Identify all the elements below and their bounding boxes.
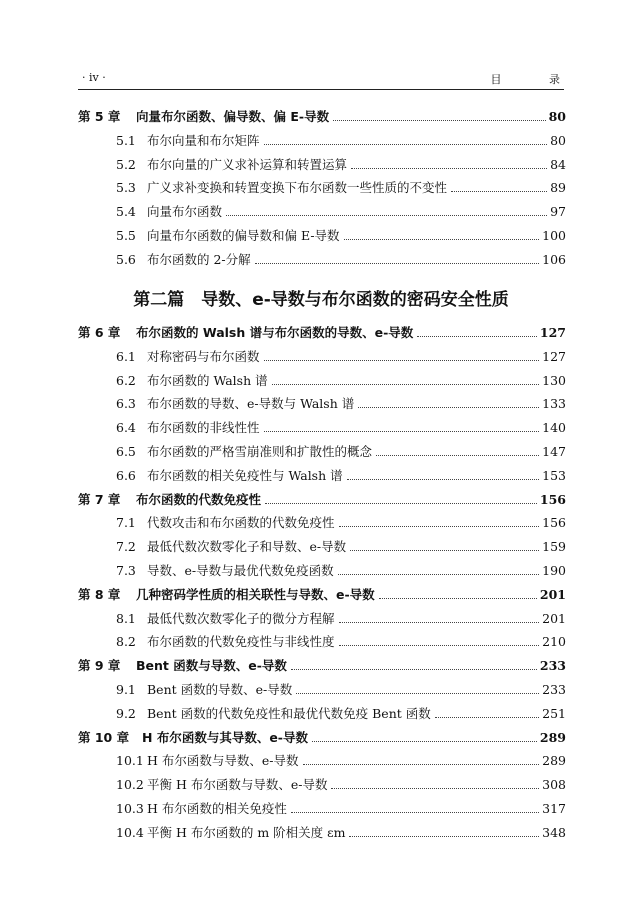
entry-title: 代数攻击和布尔函数的代数免疫性 xyxy=(147,515,335,531)
toc-chapter-entry[interactable] xyxy=(78,657,566,675)
entry-number: 5.5 xyxy=(116,228,136,243)
dot-leader xyxy=(435,716,539,718)
dot-leader xyxy=(264,143,548,145)
dot-leader xyxy=(265,502,537,504)
entry-number: 10.2 xyxy=(116,777,144,793)
entry-title: 布尔向量和布尔矩阵 xyxy=(147,132,260,148)
entry-title: 布尔函数的代数免疫性与非线性度 xyxy=(147,634,335,650)
dot-leader xyxy=(331,787,539,789)
entry-page-number: 153 xyxy=(542,467,566,483)
dot-leader xyxy=(358,406,539,408)
toc-section-entry[interactable] xyxy=(116,752,566,770)
header-rule xyxy=(78,89,564,90)
dot-leader xyxy=(296,692,539,694)
toc-section-entry[interactable] xyxy=(116,372,566,390)
entry-page-number: 201 xyxy=(542,610,566,626)
entry-number: 7.3 xyxy=(116,563,136,578)
entry-page-number: 308 xyxy=(542,777,566,793)
entry-page-number: 289 xyxy=(539,729,566,745)
toc-section-entry[interactable] xyxy=(116,179,566,197)
entry-number: 10.3 xyxy=(116,801,144,816)
entry-page-number: 156 xyxy=(539,491,566,507)
dot-leader xyxy=(379,597,537,599)
entry-page-number: 233 xyxy=(542,682,566,697)
running-header xyxy=(78,71,582,87)
toc-section-entry[interactable] xyxy=(116,633,566,651)
page-number: · iv · xyxy=(82,71,106,84)
entry-number: 第 5 章 xyxy=(78,109,121,124)
dot-leader xyxy=(339,525,540,527)
entry-page-number: 140 xyxy=(542,420,566,436)
entry-page-number: 210 xyxy=(542,634,566,650)
dot-leader xyxy=(333,119,546,121)
entry-title: 广义求补变换和转置变换下布尔函数一些性质的不变性 xyxy=(147,180,448,196)
toc-chapter-entry[interactable] xyxy=(78,586,566,604)
dot-leader xyxy=(291,668,537,670)
entry-number: 6.1 xyxy=(116,348,136,364)
toc-section-entry[interactable] xyxy=(116,681,566,699)
entry-title: 向量布尔函数的偏导数和偏 E-导数 xyxy=(147,228,340,243)
entry-page-number: 97 xyxy=(550,204,566,220)
part-title: 第二篇 导数、e-导数与布尔函数的密码安全性质 xyxy=(133,290,509,310)
dot-leader xyxy=(338,573,540,575)
entry-number: 6.3 xyxy=(116,396,136,412)
dot-leader xyxy=(272,383,540,385)
toc-chapter-entry[interactable] xyxy=(78,324,566,342)
entry-page-number: 127 xyxy=(542,348,566,364)
toc-section-entry[interactable] xyxy=(116,443,566,461)
dot-leader xyxy=(351,167,547,169)
entry-number: 9.2 xyxy=(116,705,136,721)
toc-section-entry[interactable] xyxy=(116,227,566,245)
entry-number: 5.2 xyxy=(116,156,136,172)
entry-page-number: 289 xyxy=(542,753,566,769)
entry-number: 9.1 xyxy=(116,682,136,697)
entry-title: Bent 函数的代数免疫性和最优代数免疫 Bent 函数 xyxy=(147,705,431,721)
entry-title: 布尔函数的严格雪崩准则和扩散性的概念 xyxy=(147,444,373,459)
entry-number: 8.2 xyxy=(116,634,136,650)
entry-number: 第 6 章 xyxy=(78,325,121,340)
toc-section-entry[interactable] xyxy=(116,776,566,794)
toc-section-entry[interactable] xyxy=(116,395,566,413)
dot-leader xyxy=(349,835,539,837)
toc-section-entry[interactable] xyxy=(116,203,566,221)
entry-page-number: 100 xyxy=(542,228,566,243)
toc-chapter-entry[interactable] xyxy=(78,491,566,509)
entry-title: 平衡 H 布尔函数的 m 阶相关度 εm xyxy=(147,824,346,840)
toc-chapter-entry[interactable] xyxy=(78,108,566,126)
toc-section-entry[interactable] xyxy=(116,251,566,269)
toc-section-entry[interactable] xyxy=(116,467,566,485)
toc-section-entry[interactable] xyxy=(116,562,566,580)
entry-title: Bent 函数的导数、e-导数 xyxy=(147,682,293,697)
dot-leader xyxy=(303,763,540,765)
entry-title: 布尔函数的 Walsh 谱 xyxy=(147,372,268,388)
entry-number: 第 7 章 xyxy=(78,491,121,507)
toc-section-entry[interactable] xyxy=(116,348,566,366)
entry-title: 布尔函数的导数、e-导数与 Walsh 谱 xyxy=(147,396,355,412)
entry-page-number: 80 xyxy=(550,132,566,148)
entry-number: 5.4 xyxy=(116,204,136,220)
toc-section-entry[interactable] xyxy=(116,132,566,150)
entry-number: 10.4 xyxy=(116,824,144,840)
dot-leader xyxy=(339,644,540,646)
entry-title: H 布尔函数的相关免疫性 xyxy=(147,801,287,816)
entry-title: 几种密码学性质的相关联性与导数、e-导数 xyxy=(136,586,375,602)
entry-title: 平衡 H 布尔函数与导数、e-导数 xyxy=(147,777,328,793)
entry-page-number: 127 xyxy=(539,325,566,340)
dot-leader xyxy=(339,621,540,623)
entry-page-number: 190 xyxy=(542,563,566,578)
entry-title: 最低代数次数零化子的微分方程解 xyxy=(147,610,335,626)
entry-number: 5.6 xyxy=(116,251,136,267)
entry-number: 8.1 xyxy=(116,610,136,626)
entry-page-number: 159 xyxy=(542,539,566,555)
entry-title: 布尔函数的 Walsh 谱与布尔函数的导数、e-导数 xyxy=(136,325,414,340)
toc-section-entry[interactable] xyxy=(116,824,566,842)
entry-title: 向量布尔函数、偏导数、偏 E-导数 xyxy=(136,109,330,124)
entry-page-number: 317 xyxy=(542,801,566,816)
entry-title: 对称密码与布尔函数 xyxy=(147,348,260,364)
entry-number: 第 8 章 xyxy=(78,586,121,602)
toc-section-entry[interactable] xyxy=(116,419,566,437)
entry-title: 布尔向量的广义求补运算和转置运算 xyxy=(147,156,348,172)
entry-title: 最低代数次数零化子和导数、e-导数 xyxy=(147,539,347,555)
entry-page-number: 80 xyxy=(548,109,566,124)
toc-section-entry[interactable] xyxy=(116,800,566,818)
dot-leader xyxy=(344,238,540,240)
entry-number: 6.5 xyxy=(116,444,136,459)
entry-page-number: 156 xyxy=(542,515,566,531)
toc-section-entry[interactable] xyxy=(116,705,566,723)
dot-leader xyxy=(451,190,547,192)
entry-page-number: 89 xyxy=(550,180,566,196)
entry-title: H 布尔函数与其导数、e-导数 xyxy=(142,729,308,745)
dot-leader xyxy=(417,335,537,337)
entry-number: 6.6 xyxy=(116,467,136,483)
dot-leader xyxy=(291,811,539,813)
dot-leader xyxy=(376,454,539,456)
entry-number: 5.3 xyxy=(116,180,136,196)
entry-page-number: 201 xyxy=(539,586,566,602)
entry-title: 向量布尔函数 xyxy=(147,204,223,220)
dot-leader xyxy=(312,740,537,742)
toc-chapter-entry[interactable] xyxy=(78,729,566,747)
dot-leader xyxy=(255,262,539,264)
entry-page-number: 84 xyxy=(550,156,566,172)
entry-page-number: 133 xyxy=(542,396,566,412)
entry-number: 7.2 xyxy=(116,539,136,555)
entry-number: 5.1 xyxy=(116,132,136,148)
entry-title: 导数、e-导数与最优代数免疫函数 xyxy=(147,563,334,578)
entry-title: Bent 函数与导数、e-导数 xyxy=(136,658,287,674)
entry-title: 布尔函数的 2-分解 xyxy=(147,251,251,267)
dot-leader xyxy=(226,214,547,216)
entry-title: 布尔函数的代数免疫性 xyxy=(136,491,262,507)
toc-section-entry[interactable] xyxy=(116,514,566,532)
header-title: 目 录 xyxy=(490,73,582,86)
entry-number: 6.4 xyxy=(116,420,136,436)
dot-leader xyxy=(347,478,540,480)
entry-page-number: 251 xyxy=(542,705,566,721)
toc-section-entry[interactable] xyxy=(116,156,566,174)
entry-number: 第 9 章 xyxy=(78,658,121,674)
entry-page-number: 348 xyxy=(542,824,566,840)
dot-leader xyxy=(264,430,540,432)
entry-page-number: 147 xyxy=(542,444,566,459)
entry-number: 10.1 xyxy=(116,753,144,769)
toc-section-entry[interactable] xyxy=(116,610,566,628)
dot-leader xyxy=(350,549,539,551)
entry-title: 布尔函数的相关免疫性与 Walsh 谱 xyxy=(147,467,343,483)
toc-section-entry[interactable] xyxy=(116,538,566,556)
entry-title: H 布尔函数与导数、e-导数 xyxy=(147,753,299,769)
entry-number: 6.2 xyxy=(116,372,136,388)
entry-page-number: 130 xyxy=(542,372,566,388)
dot-leader xyxy=(264,359,540,361)
entry-page-number: 106 xyxy=(542,251,566,267)
entry-page-number: 233 xyxy=(539,658,566,674)
entry-number: 7.1 xyxy=(116,515,136,531)
entry-number: 第 10 章 xyxy=(78,729,130,745)
entry-title: 布尔函数的非线性性 xyxy=(147,420,260,436)
